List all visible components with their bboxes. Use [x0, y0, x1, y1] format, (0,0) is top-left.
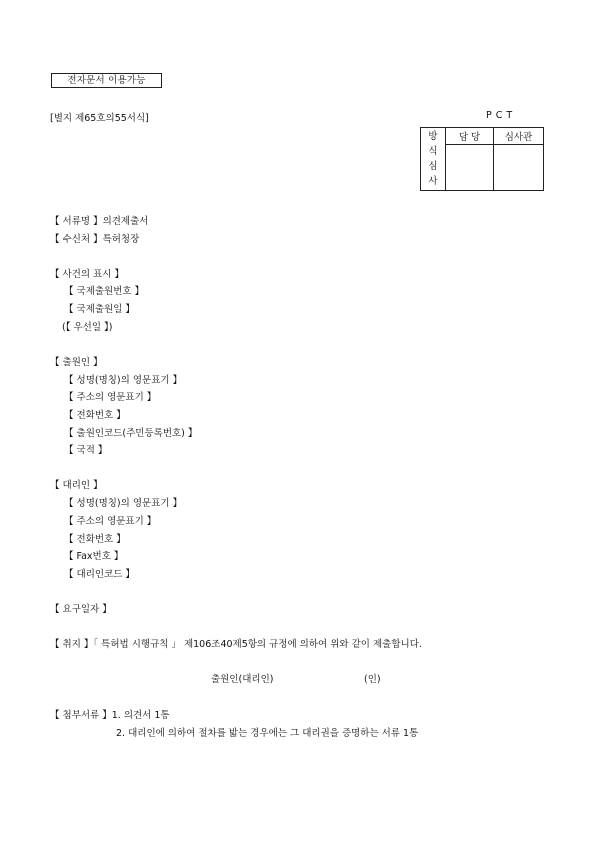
electronic-doc-label: 전자문서 이용가능: [51, 73, 162, 88]
staff-header: 담 당: [446, 128, 494, 145]
case-title: 【 사건의 표시 】: [50, 269, 124, 280]
applicant-name-en-field: 【 성명(명칭)의 영문표기 】: [64, 375, 183, 386]
signature-label: 출원인(대리인): [211, 674, 274, 685]
intl-app-no-field: 【 국제출원번호 】: [64, 286, 145, 297]
agent-title: 【 대리인 】: [50, 480, 103, 491]
staff-sign-cell: [446, 145, 494, 191]
applicant-nationality-field: 【 국적 】: [64, 445, 108, 456]
attachments-line-2: 2. 대리인에 의하여 절차를 밟는 경우에는 그 대리권을 증명하는 서류 1통: [116, 728, 419, 739]
agent-code-field: 【 대리인코드 】: [64, 569, 135, 580]
applicant-code-field: 【 출원인코드(주민등록번호) 】: [64, 428, 198, 439]
doc-name-line: 【 서류명 】의견제출서: [50, 216, 149, 227]
priority-date-field: (【 우선일 】): [62, 322, 113, 333]
intl-app-date-field: 【 국제출원일 】: [64, 304, 135, 315]
seal-mark: (인): [364, 674, 381, 685]
examiner-sign-cell: [494, 145, 544, 191]
applicant-title: 【 출원인 】: [50, 357, 103, 368]
form-number: [별지 제65호의55서식]: [50, 113, 149, 124]
recipient-line: 【 수신처 】특허청장: [50, 234, 140, 245]
request-date-field: 【 요구일자 】: [50, 604, 112, 615]
examination-table: [420, 127, 544, 191]
agent-fax-field: 【 Fax번호 】: [64, 551, 124, 562]
agent-phone-field: 【 전화번호 】: [64, 534, 126, 545]
applicant-address-en-field: 【 주소의 영문표기 】: [64, 392, 157, 403]
formality-exam-label: 방 식 심 사: [421, 128, 446, 191]
examiner-header: 심사관: [494, 128, 544, 145]
pct-label: PCT: [486, 110, 517, 121]
attachments-line-1: 【 첨부서류 】1. 의견서 1통: [50, 710, 170, 721]
purpose-statement: 【 취지 】「 특허법 시행규칙 」 제106조40제5항의 규정에 의하여 위와 같이 제출합니다.: [50, 639, 422, 650]
applicant-phone-field: 【 전화번호 】: [64, 410, 126, 421]
agent-address-en-field: 【 주소의 영문표기 】: [64, 516, 157, 527]
agent-name-en-field: 【 성명(명칭)의 영문표기 】: [64, 498, 183, 509]
